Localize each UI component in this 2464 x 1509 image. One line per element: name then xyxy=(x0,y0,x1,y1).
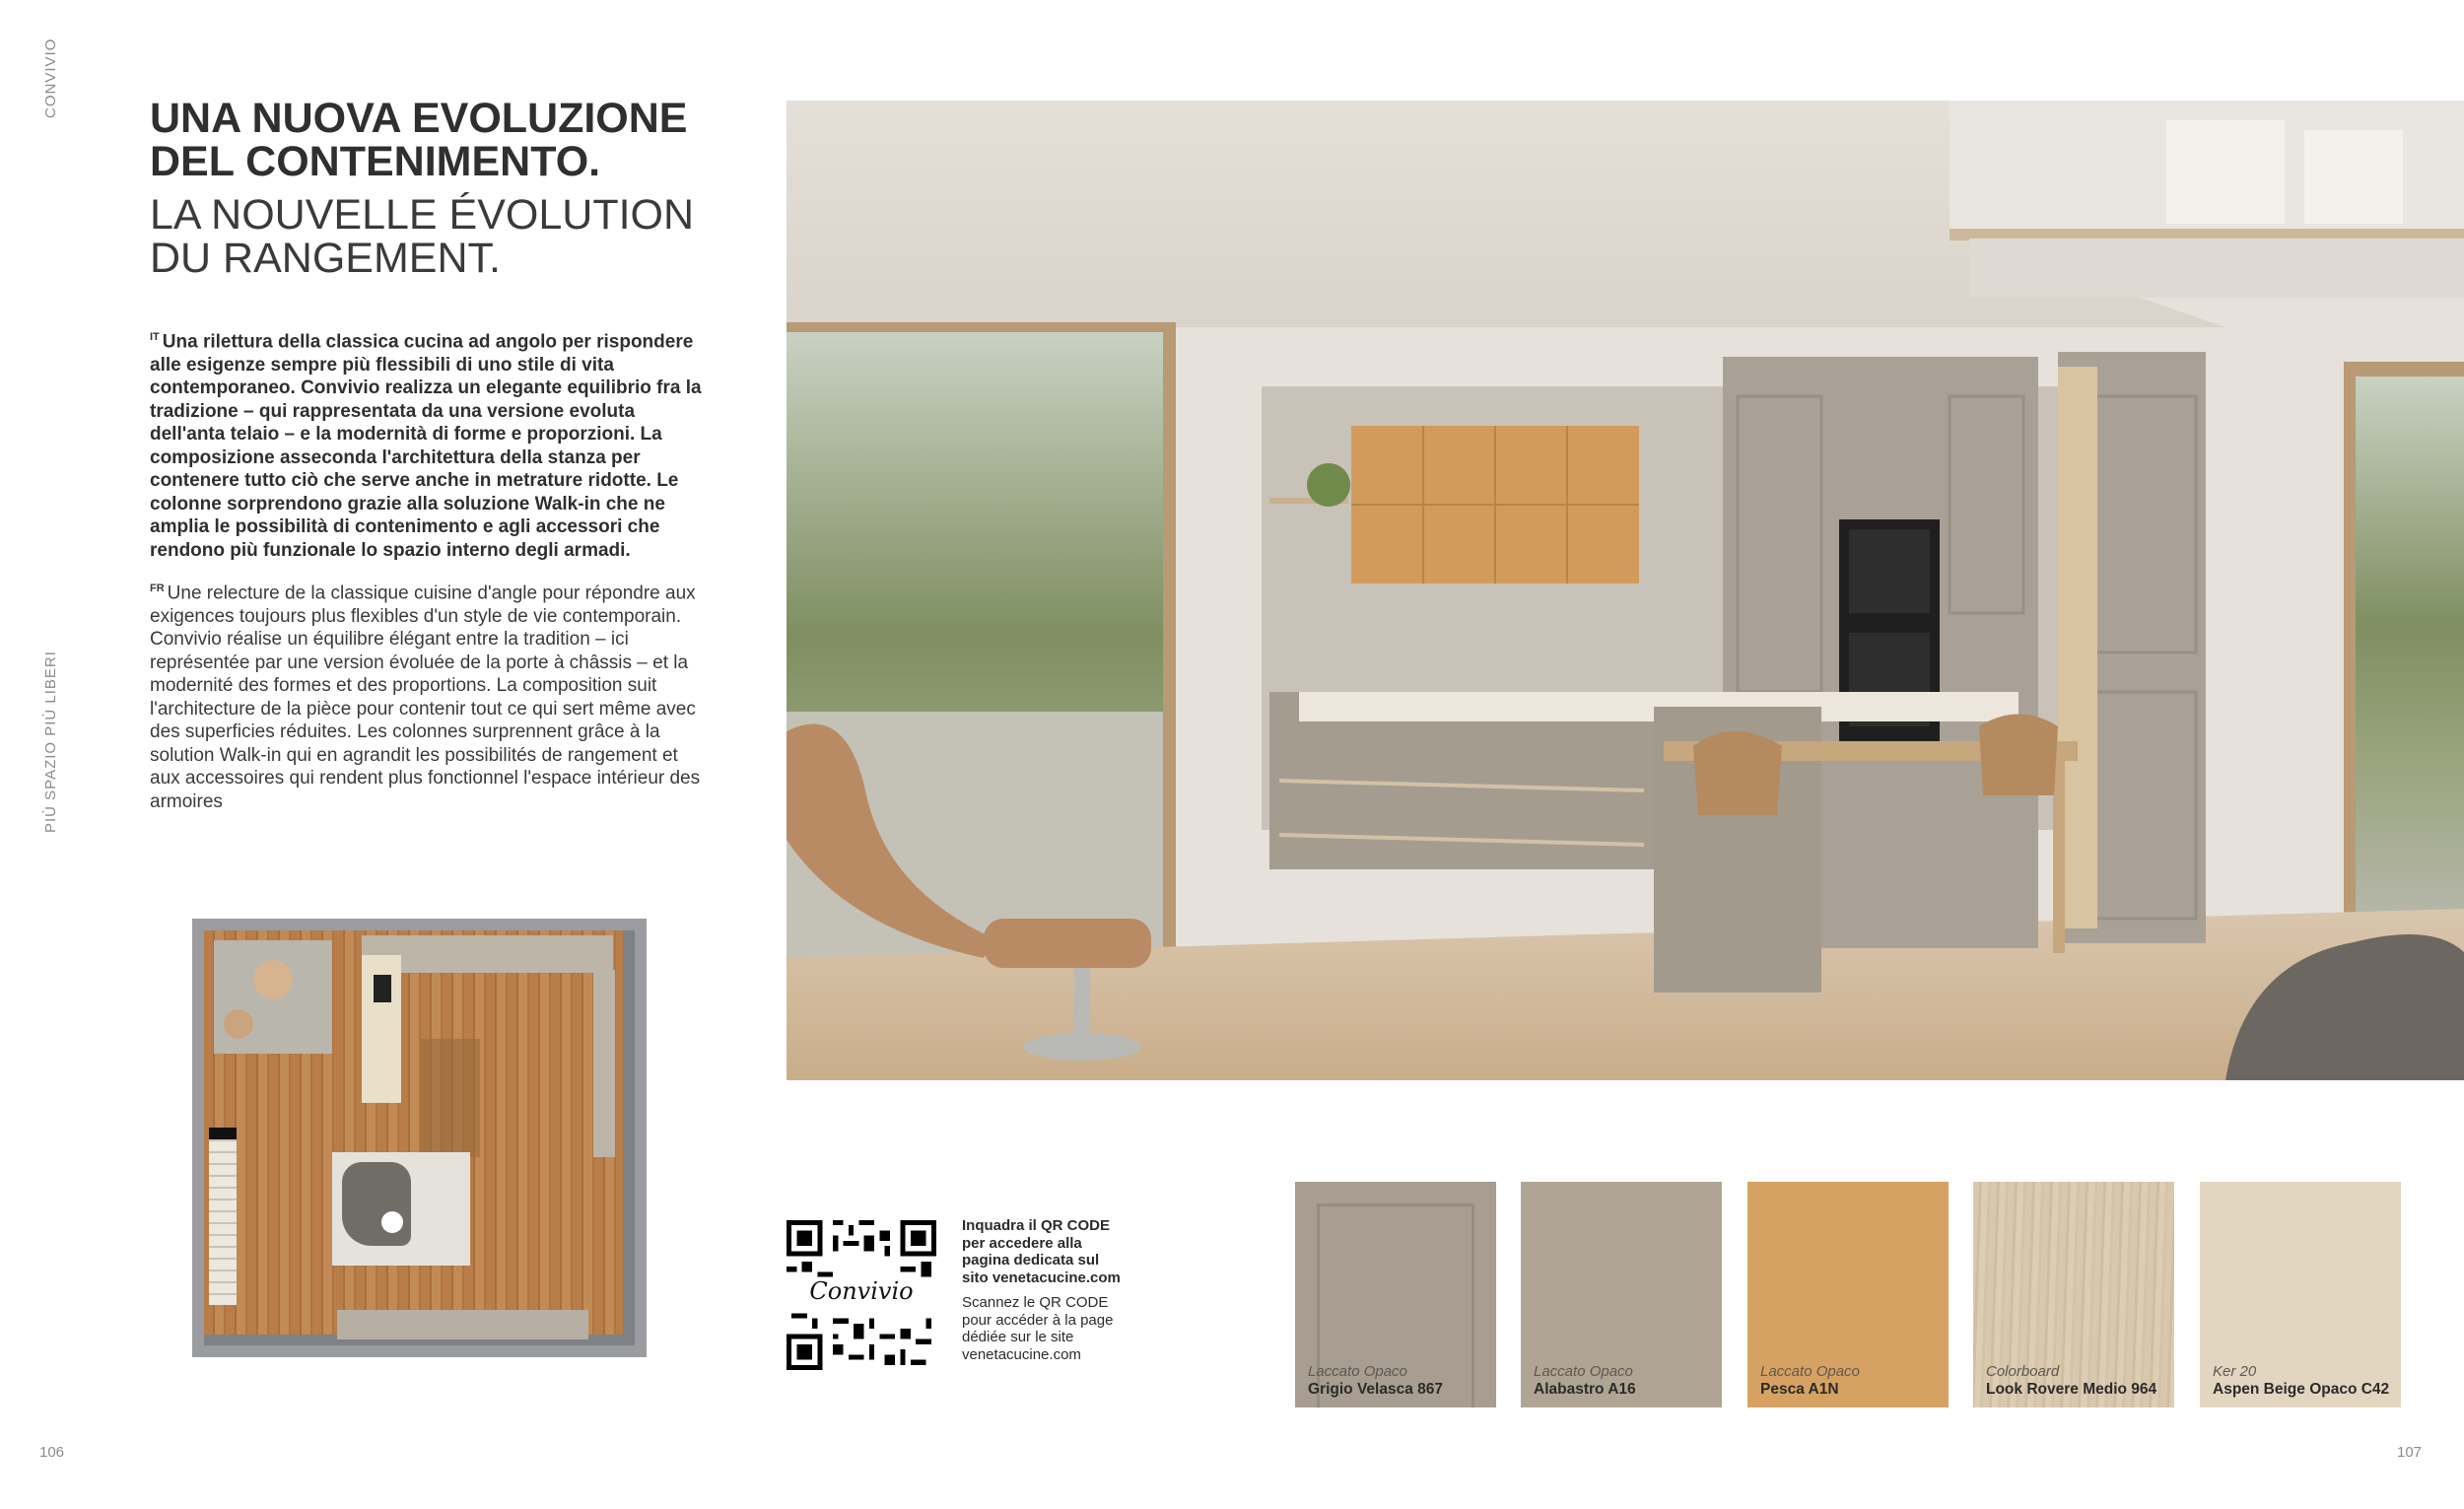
title-fr-line-2: DU RANGEMENT. xyxy=(150,235,501,282)
swatch-grigio-velasca xyxy=(1295,1182,1496,1407)
qr-fr-line-2: pour accéder à la page xyxy=(962,1311,1114,1329)
swatch-finish: Colorboard xyxy=(1986,1363,2060,1380)
title-french xyxy=(150,193,781,280)
qr-fr-line-3: dédiée sur le site xyxy=(962,1329,1074,1345)
swatch-rovere-medio xyxy=(1973,1182,2174,1407)
qr-instructions-italian xyxy=(962,1217,1159,1286)
qr-instructions-french xyxy=(962,1294,1159,1363)
swatch-finish: Laccato Opaco xyxy=(1308,1363,1407,1380)
swatch-finish: Laccato Opaco xyxy=(1534,1363,1633,1380)
lang-tag-fr: FR xyxy=(150,583,165,594)
qr-code[interactable] xyxy=(787,1220,936,1370)
body-italian xyxy=(150,326,702,562)
title-it-line-2: DEL CONTENIMENTO. xyxy=(150,138,601,185)
swatch-name: Look Rovere Medio 964 xyxy=(1986,1381,2157,1398)
qr-it-line-3: pagina dedicata sul xyxy=(962,1252,1100,1269)
swatch-finish: Laccato Opaco xyxy=(1760,1363,1860,1380)
swatch-alabastro xyxy=(1521,1182,1722,1407)
section-side-label: PIÙ SPAZIO PIÙ LIBERI xyxy=(42,651,59,833)
collection-side-label: CONVIVIO xyxy=(42,37,59,118)
body-french xyxy=(150,578,702,813)
qr-it-line-2: per accedere alla xyxy=(962,1234,1082,1252)
qr-logo-text: Convivio xyxy=(809,1277,914,1305)
body-it-text: Una rilettura della classica cucina ad angolo per rispondere alle esigenze sempre più flessibili di uno stile di vita contemporaneo. Convivio realizza un elegante equilibrio fra la tradizione – qui rappresentata da una versione evoluta dell'anta telaio – e la modernità di forme e proporzioni. La composizione asseconda l'architettura della stanza per contenere tutto ciò che serve anche in metrature ridotte. Le colonne sorprendono grazie alla soluzione Walk-in che ne amplia le possibilità di contenimento e agli accessori che rendono più funzionale lo spazio interno degli armadi. xyxy=(150,331,702,561)
lang-tag-it: IT xyxy=(150,331,160,343)
swatch-name: Aspen Beige Opaco C42 xyxy=(2213,1381,2390,1398)
title-italian xyxy=(150,97,781,183)
swatch-finish: Ker 20 xyxy=(2213,1363,2257,1380)
swatch-name: Grigio Velasca 867 xyxy=(1308,1381,1444,1398)
qr-it-line-4: sito venetacucine.com xyxy=(962,1269,1121,1286)
swatch-name: Alabastro A16 xyxy=(1534,1381,1636,1398)
swatch-name: Pesca A1N xyxy=(1760,1381,1839,1398)
title-fr-line-1: LA NOUVELLE ÉVOLUTION xyxy=(150,191,695,239)
qr-it-line-1: Inquadra il QR CODE xyxy=(962,1217,1111,1234)
swatch-pesca xyxy=(1747,1182,1949,1407)
page-number-left: 106 xyxy=(39,1444,65,1461)
floor-plan-image xyxy=(192,919,647,1357)
kitchen-photo xyxy=(787,101,2464,1080)
floor-plan-room xyxy=(204,930,635,1345)
qr-fr-line-1: Scannez le QR CODE xyxy=(962,1294,1109,1311)
swatch-aspen-beige xyxy=(2200,1182,2401,1407)
qr-fr-line-4: venetacucine.com xyxy=(962,1345,1081,1363)
title-it-line-1: UNA NUOVA EVOLUZIONE xyxy=(150,95,688,142)
page-number-right: 107 xyxy=(2397,1444,2423,1461)
body-fr-text: Une relecture de la classique cuisine d'angle pour répondre aux exigences toujours plus flexibles d'un style de vie contemporain. Convivio réalise un équilibre élégant entre la tradition – ici représentée par une version évoluée de la porte à châssis – et la modernité des formes et des proportions. La composition suit l'architecture de la pièce pour contenir tout ce qui sert même avec des superficies réduites. Les colonnes surprennent grâce à la solution Walk-in qui en agrandit les possibilités de rangement et aux accessoires qui rendent plus fonctionnel l'espace intérieur des armoires xyxy=(150,583,701,812)
